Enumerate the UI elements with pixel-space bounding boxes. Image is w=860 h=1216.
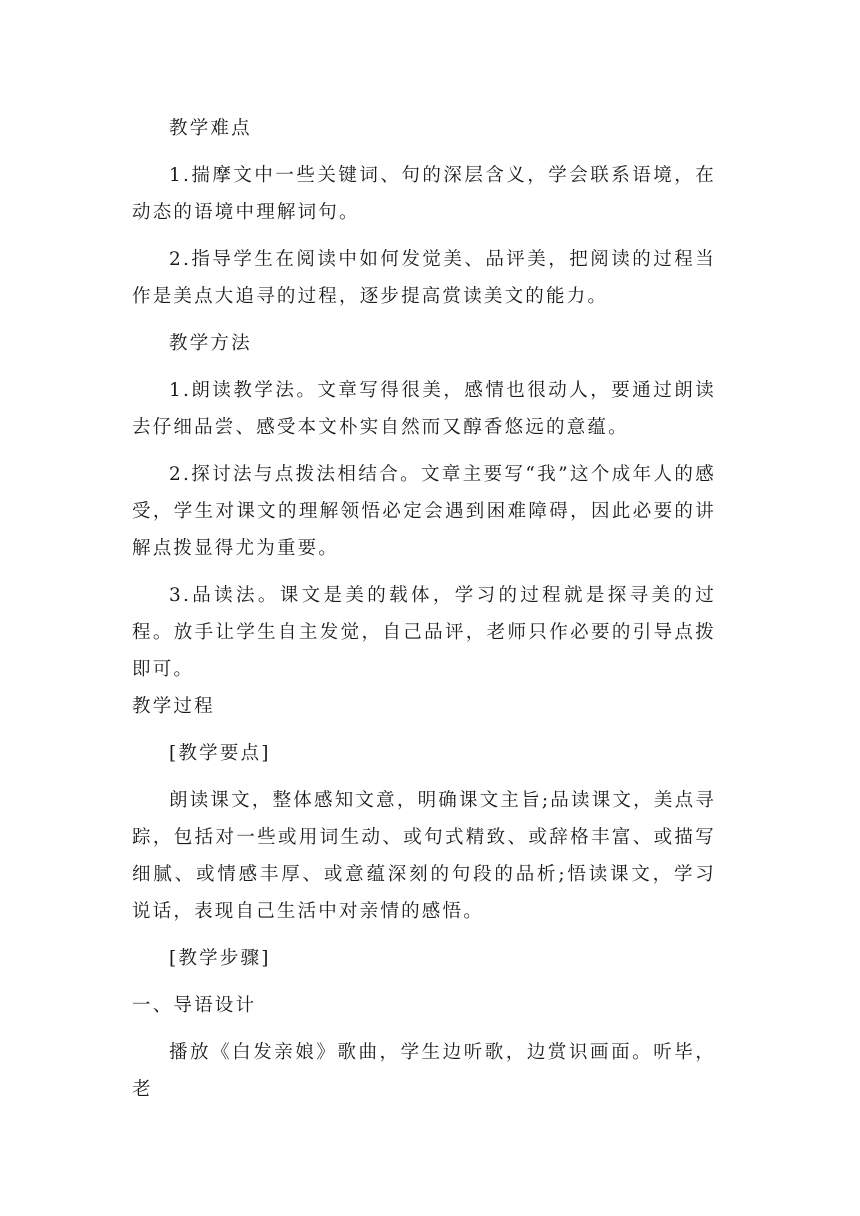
paragraph-difficulty-1: 1.揣摩文中一些关键词、句的深层含义，学会联系语境，在动态的语境中理解词句。 xyxy=(132,165,716,223)
paragraph-method-1: 1.朗读教学法。文章写得很美，感情也很动人，要通过朗读去仔细品尝、感受本文朴实自然而又醇香悠远的意蕴。 xyxy=(132,380,716,438)
paragraph-method-3: 3.品读法。课文是美的载体，学习的过程就是探寻美的过程。放手让学生自主发觉，自己品评，老师只作必要的引导点拨即可。 xyxy=(132,585,716,680)
section-heading-teaching-difficulties: 教学难点 xyxy=(169,118,252,139)
paragraph-intro: 播放《白发亲娘》歌曲，学生边听歌，边赏识画面。听毕，老 xyxy=(132,1042,716,1100)
section-heading-teaching-process: 教学过程 xyxy=(132,696,215,717)
paragraph-key-points: 朗读课文，整体感知文意，明确课文主旨;品读课文，美点寻踪，包括对一些或用词生动、或句式精致、或辞格丰富、或描写细腻、或情感丰厚、或意蕴深刻的句段的品析;悟读课文，学习说话，表现自己生活中对亲情的感悟。 xyxy=(132,790,716,922)
document-body xyxy=(132,110,716,1118)
section-heading-teaching-methods: 教学方法 xyxy=(169,333,252,354)
section-heading-intro-design: 一、导语设计 xyxy=(132,995,257,1016)
section-heading-key-points: [教学要点] xyxy=(169,743,271,764)
section-heading-steps: [教学步骤] xyxy=(169,948,271,969)
paragraph-difficulty-2: 2.指导学生在阅读中如何发觉美、品评美，把阅读的过程当作是美点大追寻的过程，逐步提高赏读美文的能力。 xyxy=(132,249,716,307)
paragraph-method-2: 2.探讨法与点拨法相结合。文章主要写“我”这个成年人的感受，学生对课文的理解领悟必定会遇到困难障碍，因此必要的讲解点拨显得尤为重要。 xyxy=(132,464,716,559)
